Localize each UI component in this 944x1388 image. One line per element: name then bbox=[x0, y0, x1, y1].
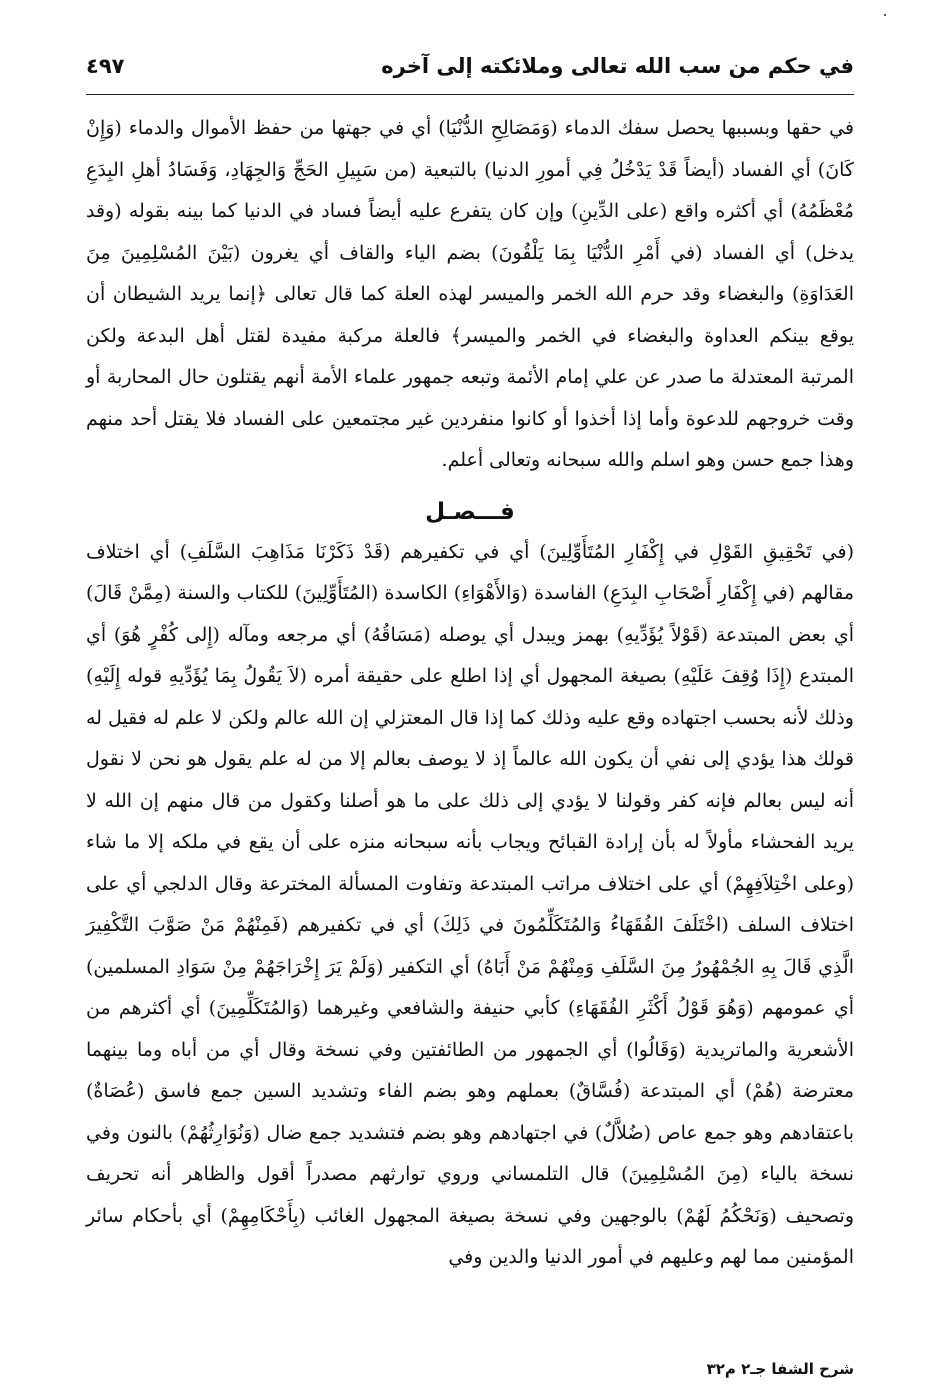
paragraph: (في تَحْقِيقِ القَوْلِ في إِكْفَارِ المُتَأَوِّلِينَ) أي في تكفيرهم (قَدْ ذَكَرْنَا مَذَاهِبَ السَّلَفِ) أي اختلاف مقالهم (في إِكْفَارِ أَصْحَابِ البِدَعِ) الفاسدة (وَالأَهْوَاءِ) الكاسدة (المُتَأَوِّلِينَ) للكتاب والسنة (مِمَّنْ قَالَ) أي بعض المبتدعة (قَوْلاً يُؤَدِّيهِ) بهمز ويبدل أي يوصله (مَسَاقُهُ) أي مرجعه ومآله (إِلى كُفْرٍ هُوَ) أي المبتدع (إِذَا وُقِفَ عَلَيْهِ) بصيغة المجهول أي إذا اطلع على حقيقة أمره (لاَ يَقُولُ بِمَا يُؤَدِّيهِ قوله إِلَيْهِ) وذلك لأنه بحسب اجتهاده وقع عليه وذلك كما إذا قال المعتزلي إن الله عالم ولكن لا علم له فقيل له قولك هذا يؤدي إلى نفي أن يكون الله عالماً إذ لا يوصف بعالم إلا من له علم يقول هو نحن لا نقول أنه ليس بعالم فإنه كفر وقولنا لا يؤدي إلى ذلك على ما هو أصلنا وكقول من قال منهم إن الله لا يريد الفحشاء مأولاً له بأن إرادة القبائح ويجاب بأنه سبحانه منزه على أن يقع في ملكه إلا ما شاء (وعلى اخْتِلاَفِهِمْ) أي على اختلاف مراتب المبتدعة وتفاوت المسألة المخترعة وقال الدلجي أي على اختلاف السلف (اخْتَلَفَ الفُقَهَاءُ وَالمُتَكَلِّمُونَ في ذَلِكَ) أي في تكفيرهم (فَمِنْهُمْ مَنْ صَوَّبَ التَّكْفِيرَ الَّذِي قَالَ بِهِ الجُمْهُورُ مِنَ السَّلَفِ وَمِنْهُمْ مَنْ أَبَاهُ) أي التكفير (وَلَمْ يَرَ إِخْرَاجَهُمْ مِنْ سَوَادِ المسلمين) أي عمومهم (وَهُوَ قَوْلُ أَكْثَرِ الفُقَهَاءِ) كأبي حنيفة والشافعي وغيرهما (وَالمُتَكَلِّمِينَ) أي أكثرهم من الأشعرية والماتريدية (وَقَالُوا) أي الجمهور من الطائفتين وفي نسخة وقال أي من أباه وما بينهما معترضة (هُمْ) أي المبتدعة (فُسَّاقٌ) بعملهم وهو بضم الفاء وتشديد السين جمع فاسق (عُصَاةٌ) باعتقادهم وهو جمع عاص (ضُلاَّلٌ) في اجتهادهم وهو بضم فتشديد جمع ضال (وَنُوَارِثُهُمْ) بالنون وفي نسخة بالياء (مِنَ المُسْلِمِينَ) قال التلمساني وروي توارثهم مصدراً أقول والظاهر أنه تحريف وتصحيف (وَنَحْكُمُ لَهُمْ) بالوجهين وفي نسخة بصيغة المجهول الغائب (بِأَحْكَامِهِمْ) أي بأحكام سائر المؤمنين مما لهم وعليهم في أمور الدنيا والدين وفي bbox=[86, 540, 854, 1268]
running-header bbox=[86, 50, 854, 95]
footer-signature: شرح الشفا جـ٢ م٣٢ bbox=[706, 1360, 854, 1378]
paragraph: في حقها وبسببها يحصل سفك الدماء (وَمَصَالِحِ الدُّنْيَا) أي في جهتها من حفظ الأموال والدماء (وَإِنْ كَانَ) أي الفساد (أيضاً قَدْ يَدْخُلُ فِي أمورِ الدنيا) بالتبعية (من سَبِيلِ الحَجِّ وَالجِهَادِ، وَفَسَادُ أهلِ البِدَعِ مُعْظَمُهُ) أي أكثره واقع (على الدِّينِ) وإن كان يتفرع عليه أيضاً فساد في الدنيا كما بينه بقوله (وقد يدخل) أي الفساد (في أَمْرِ الدُّنْيَا بِمَا يَلْقُونَ) بضم الياء والقاف أي يغرون (بَيْنَ المُسْلِمِينَ مِنَ العَدَاوَةِ) والبغضاء وقد حرم الله الخمر والميسر لهذه العلة كما قال تعالى ﴿إنما يريد الشيطان أن يوقع بينكم العداوة والبغضاء في الخمر والميسر﴾ فالعلة مركبة مفيدة لقتل أهل البدعة ولكن المرتبة المعتدلة ما صدر عن علي إمام الأئمة وتبعه جمهور علماء الأمة أنهم يقتلون حال المحاربة أو وقت خروجهم للدعوة وأما إذا أخذوا أو كانوا منفردين غير مجتمعين على الفساد فلا يقتل أحد منهم وهذا جمع حسن وهو اسلم والله سبحانه وتعالى أعلم. bbox=[86, 117, 854, 471]
body-text bbox=[86, 108, 854, 1279]
section-heading: فـــصـل bbox=[425, 498, 515, 525]
scan-speck bbox=[884, 14, 886, 16]
header-title: في حكم من سب الله تعالى وملائكته إلى آخره bbox=[381, 54, 854, 78]
page-number: ٤٩٧ bbox=[86, 54, 125, 78]
